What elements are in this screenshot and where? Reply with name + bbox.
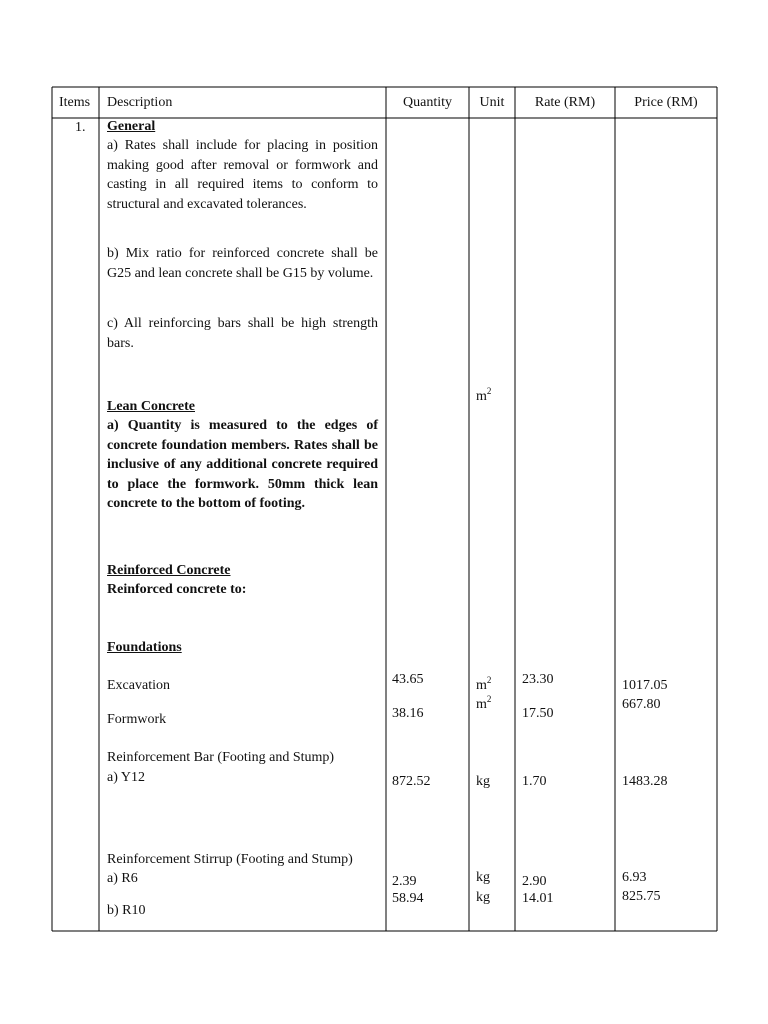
stirrup-r6-price: 6.93: [622, 870, 647, 885]
rebar-title: Reinforcement Bar (Footing and Stump): [107, 750, 335, 765]
rebar-y12-rate: 1.70: [522, 774, 547, 789]
rebar-y12-quantity: 872.52: [392, 774, 431, 789]
header-price: Price (RM): [634, 95, 698, 110]
foundations-title: Foundations: [107, 640, 182, 655]
formwork-price: 667.80: [622, 697, 661, 712]
header-unit: Unit: [479, 95, 505, 110]
stirrup-r10-quantity: 58.94: [392, 891, 424, 906]
formwork-quantity: 38.16: [392, 706, 424, 721]
rebar-y12-unit: kg: [476, 774, 490, 789]
lean-concrete-text: a) Quantity is measured to the edges of concrete foundation members. Rates shall be inclusive of any additional concrete required to place the formwork. 50mm thick lean concrete to the bottom of footing.: [107, 418, 378, 511]
excavation-quantity: 43.65: [392, 672, 424, 687]
lean-concrete-title: Lean Concrete: [107, 399, 195, 414]
stirrup-r10-price: 825.75: [622, 889, 661, 904]
header-description: Description: [107, 95, 173, 110]
rebar-y12-label: a) Y12: [107, 770, 145, 785]
stirrup-r10-unit: kg: [476, 890, 490, 905]
header-rate: Rate (RM): [534, 95, 596, 110]
stirrup-r6-quantity: 2.39: [392, 874, 417, 889]
item-number: 1.: [75, 120, 86, 135]
stirrup-r10-label: b) R10: [107, 903, 146, 918]
lean-concrete-unit: $m^2$: [476, 386, 492, 404]
formwork-rate: 17.50: [522, 706, 554, 721]
general-title: General: [107, 119, 156, 134]
excavation-label: Excavation: [107, 678, 170, 693]
stirrup-r6-label: a) R6: [107, 871, 138, 886]
stirrup-title: Reinforcement Stirrup (Footing and Stump): [107, 852, 353, 867]
general-clause-c: c) All reinforcing bars shall be high strength bars.: [107, 316, 378, 351]
formwork-unit: $m^2$: [476, 694, 492, 712]
stirrup-r6-rate: 2.90: [522, 874, 547, 889]
header-items: Items: [59, 95, 91, 110]
excavation-price: 1017.05: [622, 678, 668, 693]
reinforced-concrete-title: Reinforced Concrete: [107, 563, 231, 578]
excavation-rate: 23.30: [522, 672, 554, 687]
excavation-unit: $m^2$: [476, 675, 492, 693]
header-quantity: Quantity: [403, 95, 452, 110]
formwork-label: Formwork: [107, 712, 167, 727]
general-clause-b: b) Mix ratio for reinforced concrete shall be G25 and lean concrete shall be G15 by volume.: [107, 246, 378, 281]
stirrup-r10-rate: 14.01: [522, 891, 554, 906]
general-clause-a: a) Rates shall include for placing in position making good after removal or formwork and casting in all required items to conform to structural and excavated tolerances.: [107, 138, 378, 212]
rebar-y12-price: 1483.28: [622, 774, 668, 789]
stirrup-r6-unit: kg: [476, 870, 490, 885]
reinforced-concrete-subtitle: Reinforced concrete to:: [107, 582, 247, 597]
